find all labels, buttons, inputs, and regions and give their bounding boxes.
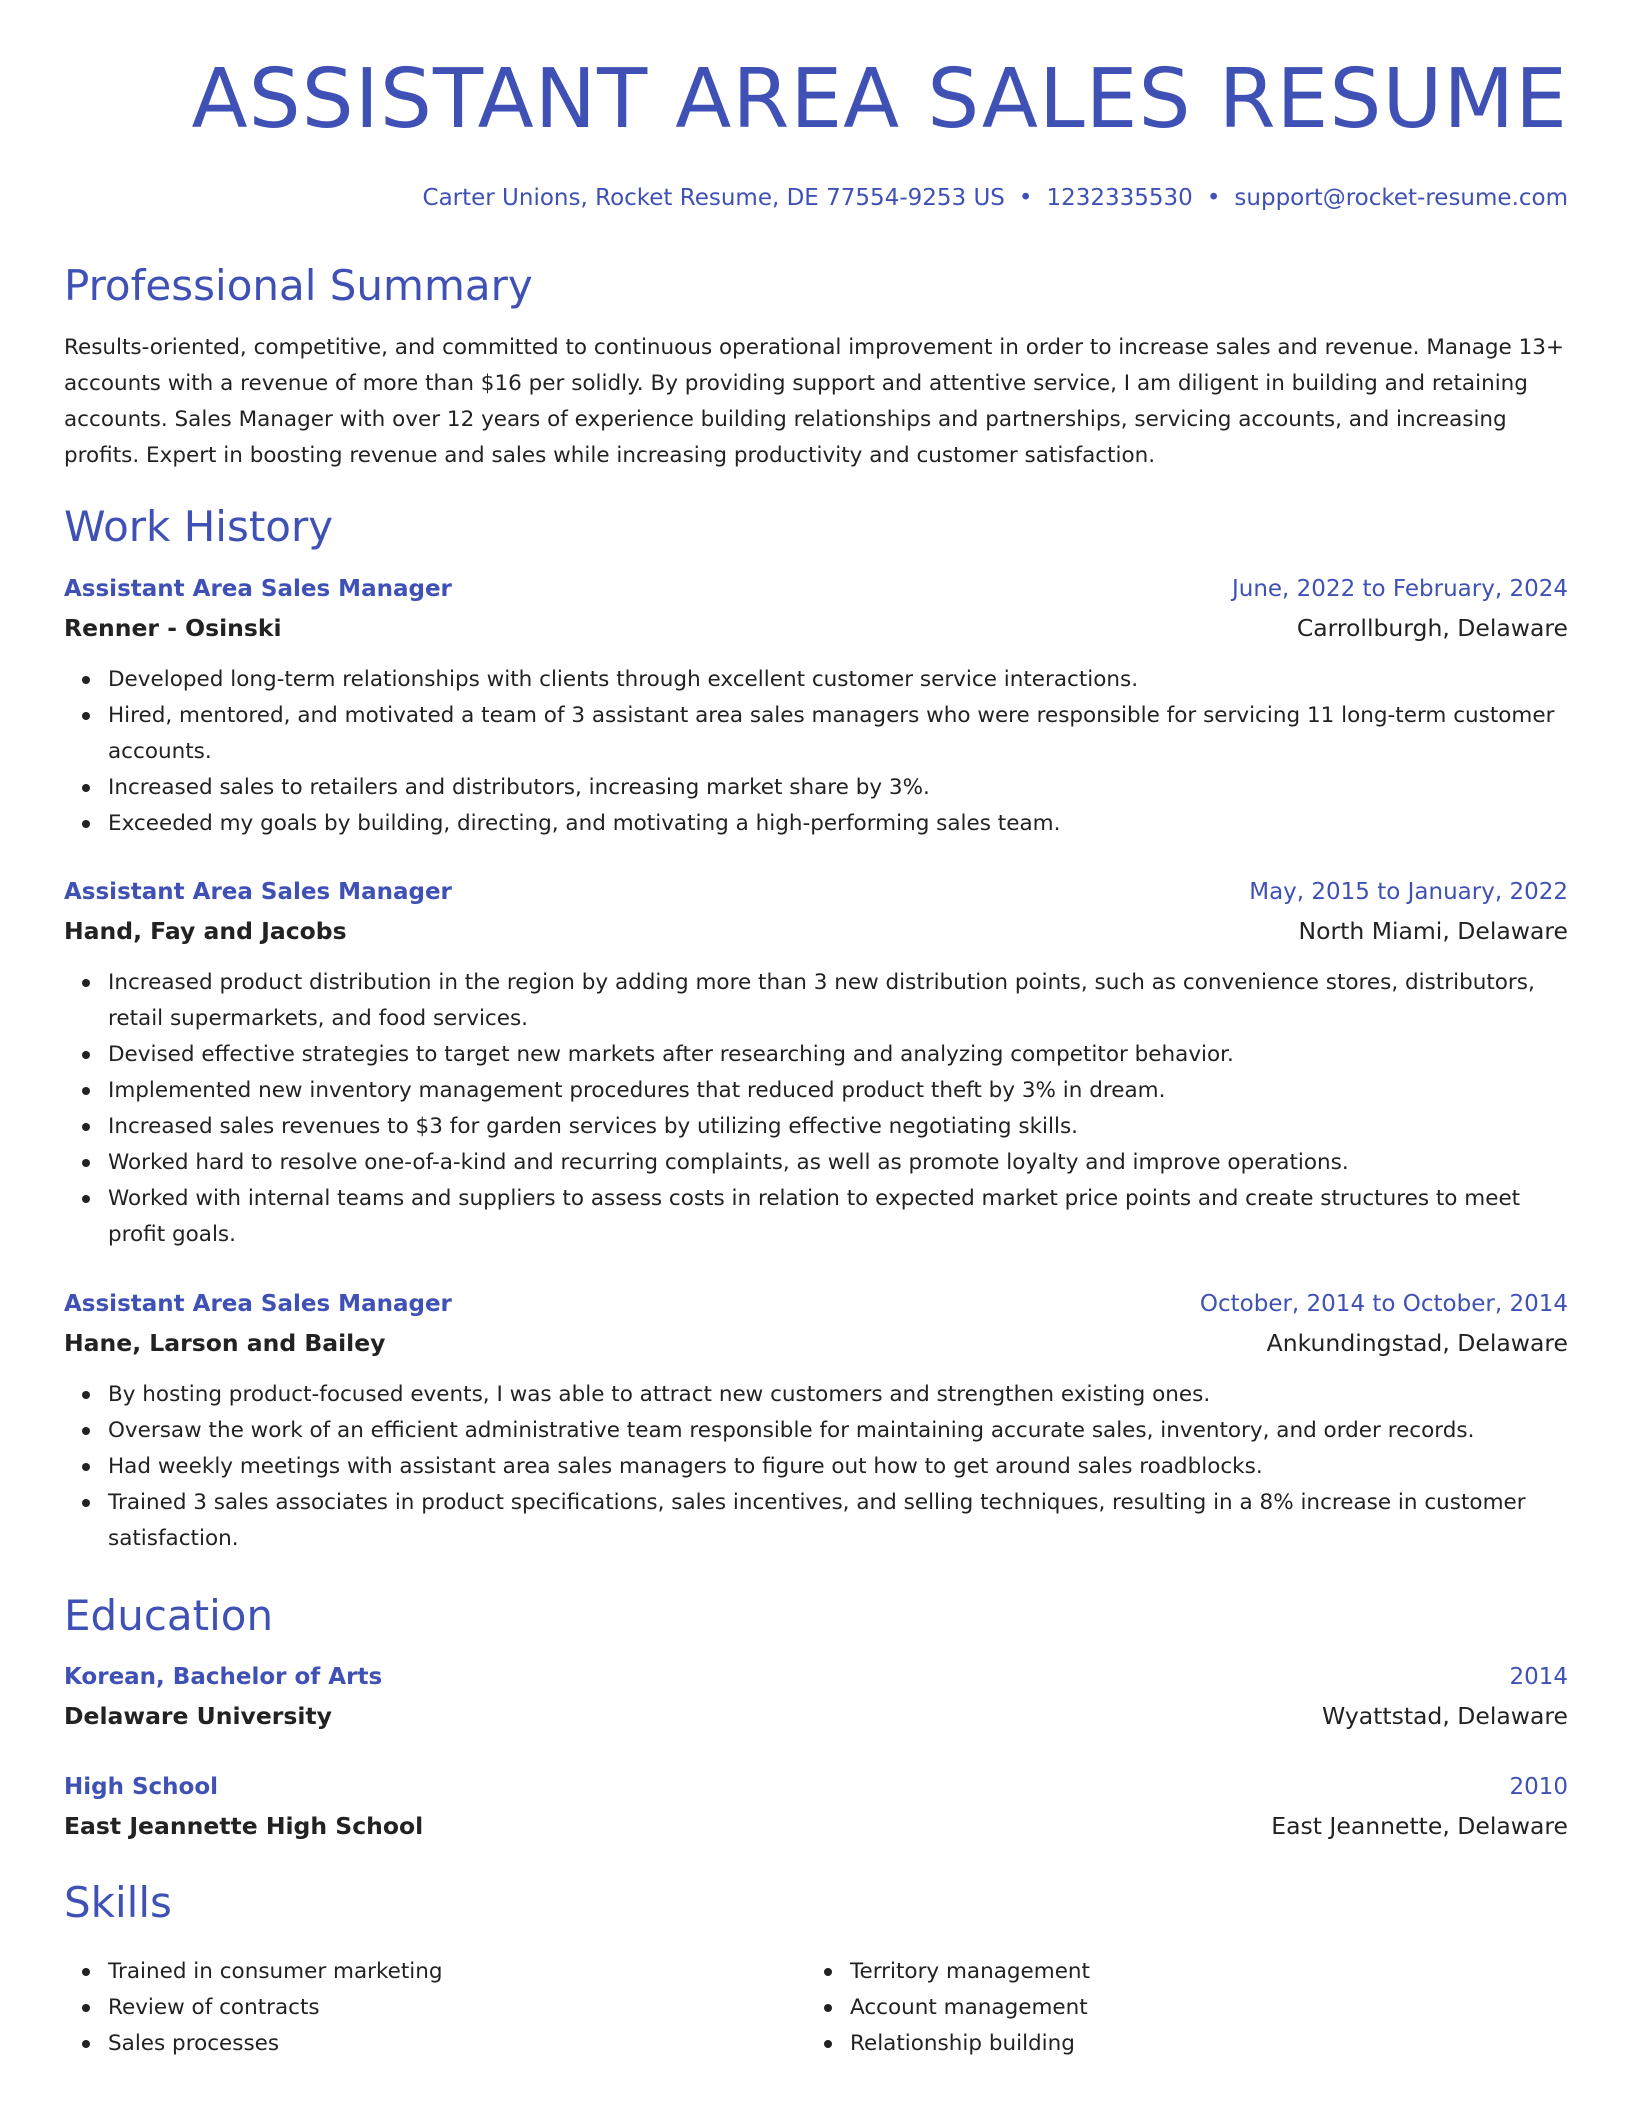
- work-history-heading: Work History: [64, 502, 334, 551]
- job-bullets: [64, 1377, 1568, 1557]
- job-bullets: [64, 662, 1568, 842]
- education-year: 2014: [1509, 1664, 1568, 1690]
- job-bullet: Exceeded my goals by building, directing, and motivating a high-performing sales team.: [108, 806, 1568, 842]
- job-company: Renner - Osinski: [64, 614, 282, 642]
- contact-email[interactable]: support@rocket-resume.com: [1234, 185, 1568, 211]
- job-bullet: Oversaw the work of an efficient administrative team responsible for maintaining accurate sales, inventory, and order records.: [108, 1413, 1568, 1449]
- job-bullet: Worked with internal teams and suppliers to assess costs in relation to expected market price points and create structures to meet profit goals.: [108, 1181, 1568, 1253]
- job-bullet: Hired, mentored, and motivated a team of 3 assistant area sales managers who were responsible for servicing 11 long-term customer accounts.: [108, 698, 1568, 770]
- job-company-row: [64, 912, 1568, 951]
- job-bullet: Increased product distribution in the region by adding more than 3 new distribution points, such as convenience stores, distributors, retail supermarkets, and food services.: [108, 965, 1568, 1037]
- job-bullet: Had weekly meetings with assistant area sales managers to figure out how to get around sales roadblocks.: [108, 1449, 1568, 1485]
- job-title: Assistant Area Sales Manager: [64, 1291, 452, 1317]
- skill-item: Relationship building: [850, 2026, 1550, 2062]
- job-entry: [64, 1285, 1568, 1557]
- education-heading: Education: [64, 1591, 274, 1640]
- job-location: North Miami, Delaware: [1298, 917, 1568, 945]
- education-location: East Jeannette, Delaware: [1271, 1812, 1568, 1840]
- job-dates: October, 2014 to October, 2014: [1199, 1291, 1568, 1317]
- job-entry: [64, 873, 1568, 1253]
- job-dates: May, 2015 to January, 2022: [1249, 879, 1568, 905]
- contact-phone: 1232335530: [1046, 185, 1193, 211]
- summary-heading: Professional Summary: [64, 261, 533, 310]
- skill-item: Review of contracts: [108, 1990, 808, 2026]
- education-school-row: [64, 1697, 1568, 1736]
- job-title: Assistant Area Sales Manager: [64, 879, 452, 905]
- skills-column-left: [64, 1954, 808, 2062]
- contact-address: Carter Unions, Rocket Resume, DE 77554-9253 US: [422, 185, 1005, 211]
- skills-heading: Skills: [64, 1878, 172, 1927]
- job-company: Hane, Larson and Bailey: [64, 1329, 386, 1357]
- education-degree: Korean, Bachelor of Arts: [64, 1664, 383, 1690]
- job-header-row: [64, 570, 1568, 609]
- job-bullet: Developed long-term relationships with clients through excellent customer service interactions.: [108, 662, 1568, 698]
- job-header-row: [64, 1285, 1568, 1324]
- job-bullet: Devised effective strategies to target new markets after researching and analyzing competitor behavior.: [108, 1037, 1568, 1073]
- job-company-row: [64, 609, 1568, 648]
- education-school-row: [64, 1807, 1568, 1846]
- job-bullet: Trained 3 sales associates in product specifications, sales incentives, and selling techniques, resulting in a 8% increase in customer satisfaction.: [108, 1485, 1568, 1557]
- job-bullet: Implemented new inventory management procedures that reduced product theft by 3% in dream.: [108, 1073, 1568, 1109]
- education-degree: High School: [64, 1774, 219, 1800]
- education-school: Delaware University: [64, 1702, 332, 1730]
- job-dates: June, 2022 to February, 2024: [1231, 576, 1568, 602]
- job-header-row: [64, 873, 1568, 912]
- summary-text: Results-oriented, competitive, and committed to continuous operational improvement in order to increase sales and revenue. Manage 13+ accounts with a revenue of more than $16 per solidly. By providing support and attentive service, I am diligent in building and retaining accounts. Sales Manager with over 12 years of experience building relationships and partnerships, servicing accounts, and increasing profits. Expert in boosting revenue and sales while increasing productivity and customer satisfaction.: [64, 335, 1564, 468]
- job-bullets: [64, 965, 1568, 1253]
- education-header-row: [64, 1658, 1568, 1697]
- skill-item: Trained in consumer marketing: [108, 1954, 808, 1990]
- job-title: Assistant Area Sales Manager: [64, 576, 452, 602]
- skill-item: Territory management: [850, 1954, 1550, 1990]
- education-year: 2010: [1509, 1774, 1568, 1800]
- education-header-row: [64, 1768, 1568, 1807]
- skills-column-right: [806, 1954, 1550, 2062]
- education-entry: [64, 1768, 1568, 1846]
- job-company-row: [64, 1324, 1568, 1363]
- job-bullet: Increased sales revenues to $3 for garden services by utilizing effective negotiating skills.: [108, 1109, 1568, 1145]
- education-entry: [64, 1658, 1568, 1736]
- skill-item: Sales processes: [108, 2026, 808, 2062]
- education-location: Wyattstad, Delaware: [1322, 1702, 1568, 1730]
- job-location: Carrollburgh, Delaware: [1296, 614, 1568, 642]
- job-bullet: Increased sales to retailers and distributors, increasing market share by 3%.: [108, 770, 1568, 806]
- education-school: East Jeannette High School: [64, 1812, 424, 1840]
- contact-separator: •: [1018, 185, 1033, 211]
- resume-title: ASSISTANT AREA SALES RESUME: [191, 52, 1568, 147]
- contact-line: [423, 180, 1568, 216]
- contact-separator: •: [1206, 185, 1221, 211]
- job-entry: [64, 570, 1568, 842]
- job-company: Hand, Fay and Jacobs: [64, 917, 347, 945]
- job-bullet: Worked hard to resolve one-of-a-kind and recurring complaints, as well as promote loyalty and improve operations.: [108, 1145, 1568, 1181]
- job-bullet: By hosting product-focused events, I was able to attract new customers and strengthen existing ones.: [108, 1377, 1568, 1413]
- skill-item: Account management: [850, 1990, 1550, 2026]
- job-location: Ankundingstad, Delaware: [1266, 1329, 1568, 1357]
